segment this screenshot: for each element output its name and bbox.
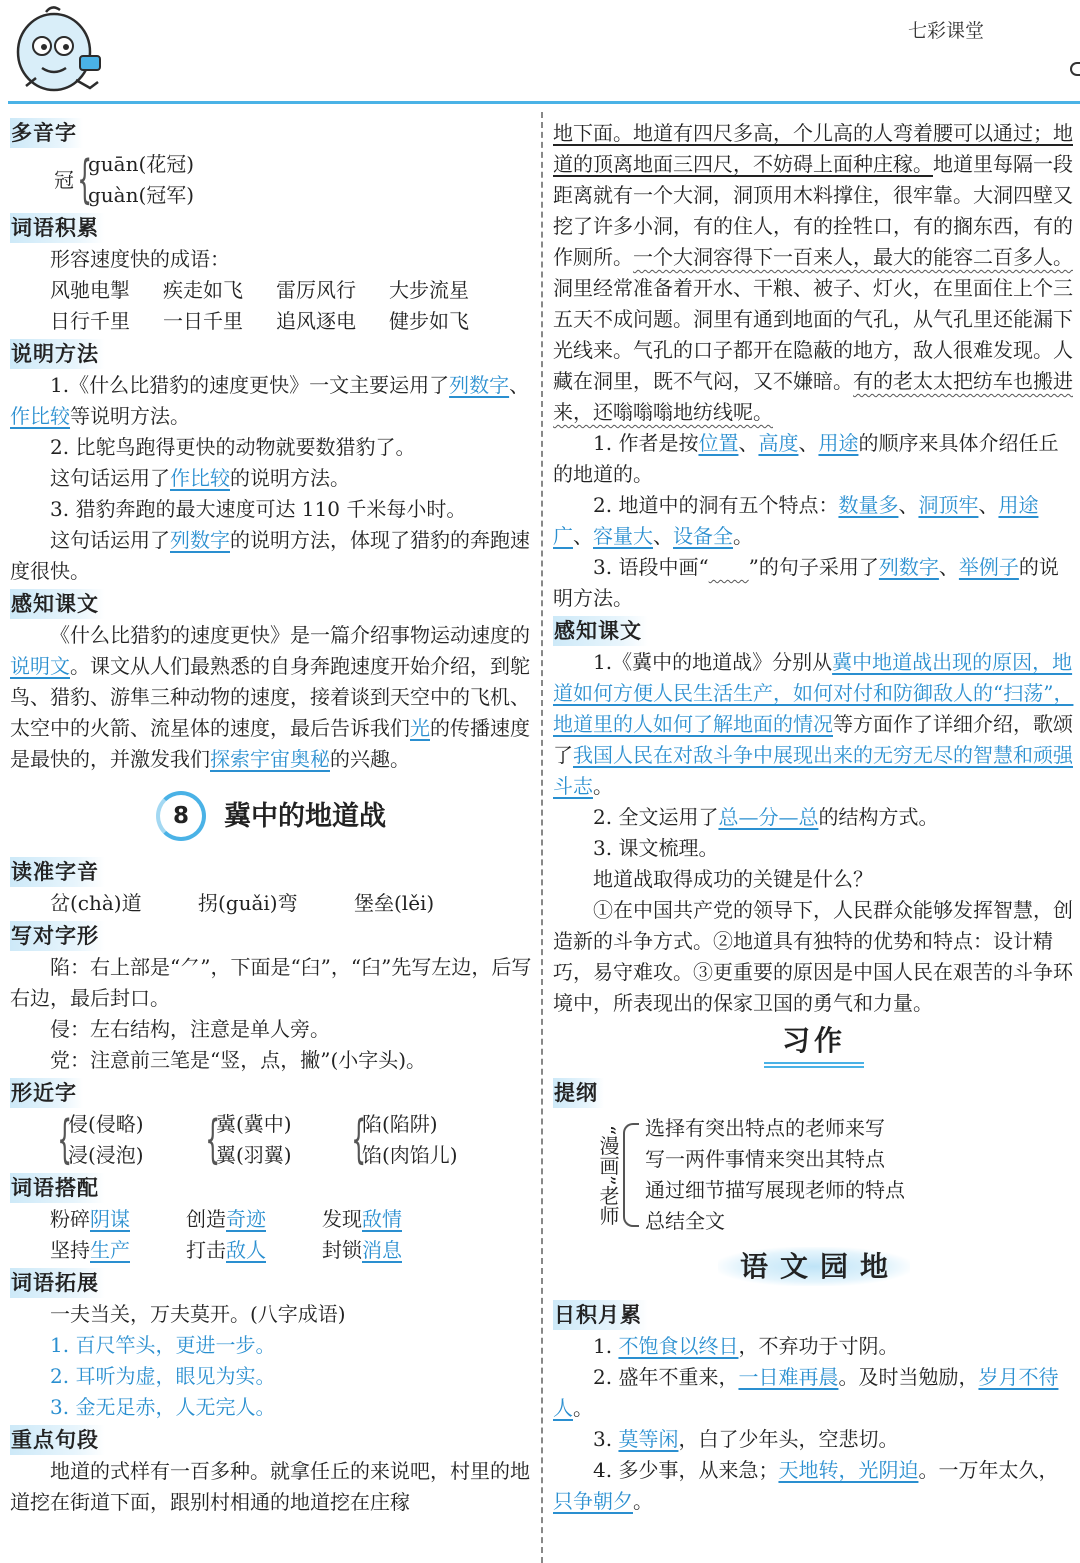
idiom-intro: 形容速度快的成语： xyxy=(50,247,230,271)
pinyin-item: 堡垒(lěi) xyxy=(354,891,435,915)
section-title-ganzhi: 感知课文 xyxy=(10,589,105,619)
passage-q1: 1. 作者是按位置、高度、用途的顺序来具体介绍任丘的地道的。 xyxy=(553,431,1059,486)
glyph-note: 陷：右上部是“⺈”，下面是“臼”，“臼”先写左边，后写右边，最后封口。 xyxy=(10,955,532,1010)
left-column xyxy=(10,116,532,1518)
answer-blank: 总—分—总 xyxy=(718,805,819,829)
header-rule xyxy=(8,101,1080,104)
similar-item: 冀(冀中) xyxy=(216,1112,292,1136)
answer-blank: 不饱食以终日 xyxy=(618,1334,739,1358)
section-title-ganzhi-2: 感知课文 xyxy=(553,616,648,646)
idiom-item: 疾走如飞 xyxy=(163,278,243,302)
polyphone-group xyxy=(10,149,532,211)
section-title-duoyinzi: 多音字 xyxy=(10,118,83,148)
ganzhi-q2: 2. 全文运用了总—分—总的结构方式。 xyxy=(593,805,939,829)
ganzhi-q1: 1.《冀中的地道战》分别从冀中地道战出现的原因，地道如何方便人民生活生产，如何对付和防御敌人的“扫荡”，地道里的人如何了解地面的情况等方面作了详细介绍，歌颂了我国人民在对敌斗争中展现出来的无穷无尽的智慧和顽强斗志。 xyxy=(553,650,1074,798)
composition-outline xyxy=(597,1113,1075,1237)
glyph-note: 党：注意前三笔是“竖，点，撇”(小字头)。 xyxy=(50,1048,427,1072)
answer-blank: 列数字 xyxy=(878,555,939,579)
section-title-dapei: 词语搭配 xyxy=(10,1173,105,1203)
outline-point: 总结全文 xyxy=(645,1209,725,1233)
section-title-zhongdian: 重点句段 xyxy=(10,1425,105,1455)
answer-blank: 敌情 xyxy=(362,1207,402,1231)
method-q2-answer: 这句话运用了作比较的说明方法。 xyxy=(50,466,350,490)
lesson-name: 冀中的地道战 xyxy=(224,800,386,832)
ganzhi-q3-answer: ①在中国共产党的领导下，人民群众能够发挥智慧，创造新的斗争方式。②地道具有独特的优势和特点：设计精巧，易守难攻。③更重要的原因是中国人民在艰苦的斗争环境中，所表现出的保家卫国的勇气和力量。 xyxy=(553,898,1073,1015)
similar-item: 陷(陷阱) xyxy=(362,1112,438,1136)
method-q1: 1.《什么比猎豹的速度更快》一文主要运用了列数字、作比较等说明方法。 xyxy=(10,373,530,428)
brace-icon: { xyxy=(351,1110,367,1170)
answer-blank: 列数字 xyxy=(449,373,510,397)
lesson-title xyxy=(10,791,532,841)
similar-item: 浸(浸泡) xyxy=(68,1143,144,1167)
answer-blank: 阴谋 xyxy=(90,1207,130,1231)
answer-blank: 用途广 xyxy=(553,493,1039,548)
section-title-tuozhan: 词语拓展 xyxy=(10,1268,105,1298)
page-header xyxy=(0,0,1080,108)
similar-item: 翼(羽翼) xyxy=(216,1143,292,1167)
pinyin-row xyxy=(10,888,532,919)
answer-blank: 用途 xyxy=(818,431,859,455)
similar-chars xyxy=(10,1109,532,1171)
expand-answer: 2. 耳听为虚，眼见为实。 xyxy=(50,1364,276,1388)
answer-blank: 只争朝夕 xyxy=(553,1489,633,1513)
expand-question: 一夫当关，万夫莫开。(八字成语) xyxy=(50,1302,346,1326)
outline-point: 选择有突出特点的老师来写 xyxy=(645,1116,885,1140)
similar-item: 馅(肉馅儿) xyxy=(362,1143,458,1167)
proverb-4: 4. 多少事，从来急；天地转，光阴迫。一万年太久，只争朝夕。 xyxy=(553,1458,1059,1513)
answer-blank: 一日难再晨 xyxy=(738,1365,839,1389)
similar-group xyxy=(54,1109,202,1171)
reading-item: guān(花冠) xyxy=(88,152,195,176)
ganzhi-q3: 3. 课文梳理。 xyxy=(593,836,719,860)
idiom-item: 健步如飞 xyxy=(389,309,469,333)
idiom-item: 大步流星 xyxy=(389,278,469,302)
answer-blank: 莫等闲 xyxy=(618,1427,679,1451)
polyphone-char: 冠 xyxy=(54,167,74,192)
section-title-xiedui: 写对字形 xyxy=(10,921,105,951)
outline-topic: “漫画”老师 xyxy=(596,1124,620,1226)
brand-name: 七彩课堂 xyxy=(907,20,984,42)
brace-icon: { xyxy=(77,150,93,210)
idiom-item: 日行千里 xyxy=(50,309,130,333)
yuwen-yuandi-title: 语文园地 xyxy=(718,1247,910,1286)
answer-blank: 高度 xyxy=(758,431,799,455)
proverb-2: 2. 盛年不重来，一日难再晨。及时当勉励，岁月不待人。 xyxy=(553,1365,1059,1420)
brace-icon: { xyxy=(57,1110,73,1170)
answer-blank: 冀中地道战出现的原因，地道如何方便人民生活生产，如何对付和防御敌人的“扫荡”，地道里的人如何了解地面的情况 xyxy=(553,650,1074,736)
passage-q2: 2. 地道中的洞有五个特点：数量多、洞顶牢、用途广、容量大、设备全。 xyxy=(553,493,1039,548)
pinyin-item: 拐(guǎi)弯 xyxy=(198,891,298,915)
answer-blank: 我国人民在对敌斗争中展现出来的无穷无尽的智慧和顽强斗志 xyxy=(553,743,1073,798)
collocation-row: 坚持生产 打击敌人 封锁消息 xyxy=(10,1235,532,1266)
method-q2: 2. 比鸵鸟跑得更快的动物就要数猎豹了。 xyxy=(50,435,416,459)
lesson-number: 8 xyxy=(156,791,206,841)
answer-blank: 岁月不待人 xyxy=(553,1365,1059,1420)
collocation-row: 粉碎阴谋 创造奇迹 发现敌情 xyxy=(10,1204,532,1235)
answer-blank: 数量多 xyxy=(838,493,899,517)
section-title-shuomingfangfa: 说明方法 xyxy=(10,339,105,369)
expand-answer: 3. 金无足赤，人无完人。 xyxy=(50,1395,276,1419)
idiom-item: 雷厉风行 xyxy=(276,278,356,302)
method-q3: 3. 猎豹奔跑的最大速度可达 110 千米每小时。 xyxy=(50,497,467,521)
idiom-item: 追风逐电 xyxy=(276,309,356,333)
answer-blank: 说明文 xyxy=(10,654,70,678)
column-divider xyxy=(541,112,543,1563)
answer-blank: 消息 xyxy=(362,1238,402,1262)
brace-icon: { xyxy=(205,1110,221,1170)
mascot-logo-icon xyxy=(6,6,110,98)
similar-group xyxy=(348,1109,458,1171)
answer-blank: 位置 xyxy=(698,431,739,455)
xizuo-title: 习作 xyxy=(764,1025,864,1068)
answer-blank: 敌人 xyxy=(226,1238,266,1262)
answer-blank: 天地转，光阴迫 xyxy=(778,1458,919,1482)
key-passage-start: 地道的式样有一百多种。就拿任丘的来说吧，村里的地道挖在街道下面，跟别村相通的地道挖在庄稼 xyxy=(10,1459,530,1514)
ganzhi-q3-question: 地道战取得成功的关键是什么？ xyxy=(593,867,873,891)
idiom-item: 一日千里 xyxy=(163,309,243,333)
idiom-item: 风驰电掣 xyxy=(50,278,130,302)
polyphone-readings xyxy=(88,149,194,211)
section-title-duzhun: 读准字音 xyxy=(10,857,105,887)
method-q3-answer: 这句话运用了列数字的说明方法，体现了猎豹的奔跑速度很快。 xyxy=(10,528,530,583)
section-title-ciyujilei: 词语积累 xyxy=(10,213,105,243)
answer-blank: 奇迹 xyxy=(226,1207,266,1231)
outline-point: 写一两件事情来突出其特点 xyxy=(645,1147,885,1171)
key-passage-continued: 地下面。地道有四尺多高，个儿高的人弯着腰可以通过；地道的顶离地面三四尺，不妨碍上面种庄稼。地道里每隔一段距离就有一个大洞，洞顶用木料撑住，很牢靠。大洞四壁又挖了许多小洞，有的住人，有的拴牲口，有的搁东西，有的作厕所。一个大洞容得下一百来人，最大的能容二百多人。洞里经常准备着开水、干粮、被子、灯火，在里面住上个三五天不成问题。洞里有通到地面的气孔，从气孔里还能漏下光线来。气孔的口子都开在隐蔽的地方，敌人很难发现。人藏在洞里，既不气闷，又不嫌暗。有的老太太把纺车也搬进来，还嗡嗡嗡地纺线呢。 xyxy=(553,121,1073,424)
similar-item: 侵(侵略) xyxy=(68,1112,144,1136)
answer-blank: 光 xyxy=(410,716,430,740)
answer-blank: 作比较 xyxy=(10,404,70,428)
ganzhi-text: 《什么比猎豹的速度更快》是一篇介绍事物运动速度的说明文。课文从人们最熟悉的自身奔跑速度开始介绍，到鸵鸟、猎豹、游隼三种动物的速度，接着谈到天空中的飞机、太空中的火箭、流星体的速度，最后告诉我们光的传播速度是最快的，并激发我们探索宇宙奥秘的兴趣。 xyxy=(10,623,530,771)
section-title-xingjin: 形近字 xyxy=(10,1078,83,1108)
answer-blank: 作比较 xyxy=(170,466,230,490)
reading-item: guàn(冠军) xyxy=(88,183,195,207)
wavy-line-icon xyxy=(709,555,749,579)
answer-blank: 容量大 xyxy=(593,524,653,548)
answer-blank: 举例子 xyxy=(958,555,1019,579)
outline-point: 通过细节描写展现老师的特点 xyxy=(645,1178,905,1202)
answer-blank: 生产 xyxy=(90,1238,130,1262)
glyph-note: 侵：左右结构，注意是单人旁。 xyxy=(50,1017,330,1041)
yuwen-yuandi-banner xyxy=(553,1247,1075,1286)
xizuo-banner xyxy=(553,1025,1075,1068)
section-title-tigang: 提纲 xyxy=(553,1078,604,1108)
proverb-3: 3. 莫等闲，白了少年头，空悲切。 xyxy=(593,1427,899,1451)
pinyin-item: 岔(chà)道 xyxy=(50,891,142,915)
page-edge-mark xyxy=(1070,62,1080,76)
idiom-row xyxy=(10,306,532,337)
idiom-row xyxy=(10,275,532,306)
brace-icon xyxy=(623,1123,639,1227)
proverb-1: 1. 不饱食以终日，不弃功于寸阴。 xyxy=(593,1334,899,1358)
similar-group xyxy=(202,1109,348,1171)
answer-blank: 洞顶牢 xyxy=(918,493,979,517)
answer-blank: 设备全 xyxy=(673,524,733,548)
expand-answer: 1. 百尺竿头，更进一步。 xyxy=(50,1333,276,1357)
passage-q3: 3. 语段中画“ ”的句子采用了列数字、举例子的说明方法。 xyxy=(553,555,1059,610)
right-column xyxy=(553,118,1075,1517)
answer-blank: 列数字 xyxy=(170,528,230,552)
outline-points xyxy=(645,1113,905,1237)
answer-blank: 探索宇宙奥秘 xyxy=(210,747,330,771)
section-title-rijiyuelei: 日积月累 xyxy=(553,1300,648,1330)
